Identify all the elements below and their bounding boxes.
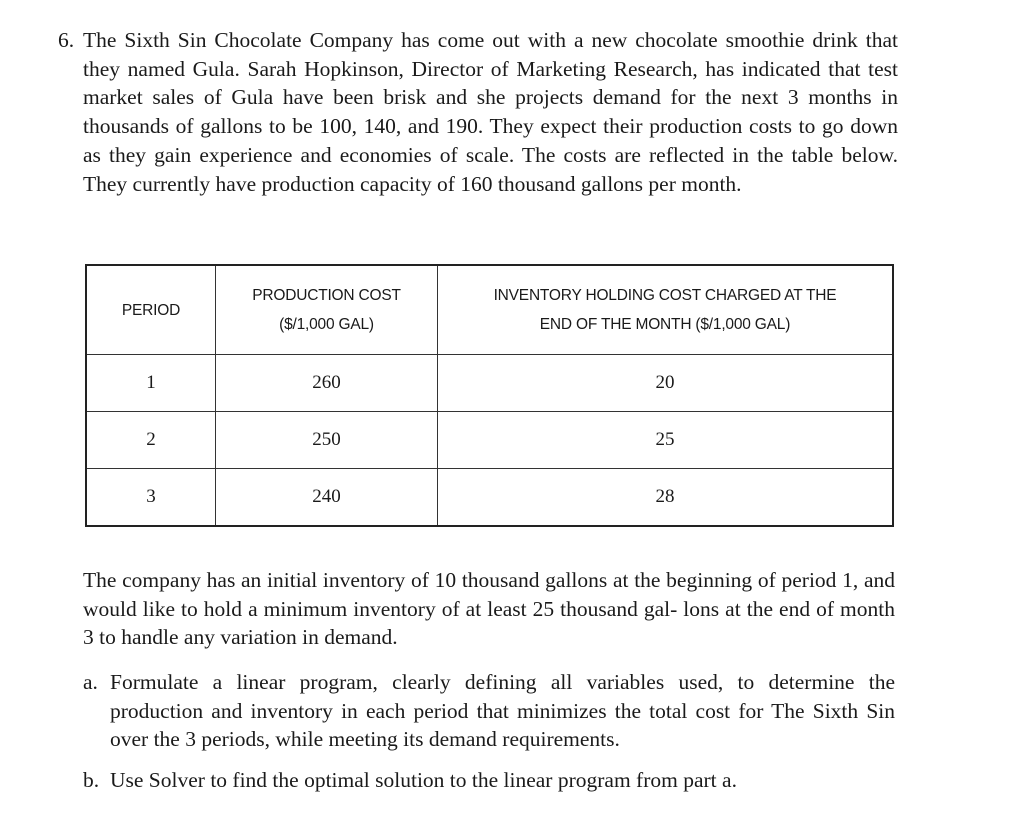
cell-period: 2 — [86, 412, 216, 469]
header-production-cost — [216, 265, 438, 355]
table-row — [86, 412, 893, 469]
problem-statement — [58, 26, 898, 198]
cell-period: 3 — [86, 469, 216, 527]
part-a-text: Formulate a linear program, clearly defining all variables used, to determine the production and inventory in each period that minimizes the total cost for The Sixth Sin over the 3 periods, while meeting its demand requirements. — [110, 670, 895, 752]
cell-holding-cost: 25 — [438, 412, 894, 469]
part-b-text: Use Solver to find the optimal solution to the linear program from part a. — [110, 768, 737, 792]
inventory-paragraph: The company has an initial inventory of 10 thousand gallons at the beginning of period 1, and would like to hold a minimum inventory of at least 25 thousand gal- lons at the end of month 3 to handle any variation in demand. — [83, 568, 895, 650]
cell-production-cost: 240 — [216, 469, 438, 527]
cell-holding-cost: 28 — [438, 469, 894, 527]
cost-table — [85, 264, 894, 527]
part-a-label: a. — [83, 670, 98, 694]
part-b-label: b. — [83, 768, 100, 792]
header-holding-line2: END OF THE MONTH ($/1,000 GAL) — [539, 316, 791, 333]
part-a — [83, 668, 895, 754]
header-period — [86, 265, 216, 355]
header-holding-line1: INVENTORY HOLDING COST CHARGED AT THE — [493, 287, 837, 304]
table-row — [86, 355, 893, 412]
header-production-line2: ($/1,000 GAL) — [279, 316, 374, 333]
part-b — [83, 766, 895, 795]
table-header-row — [86, 265, 893, 355]
header-holding-cost — [438, 265, 894, 355]
header-production-line1: PRODUCTION COST — [252, 287, 401, 304]
table-row — [86, 469, 893, 527]
cell-holding-cost: 20 — [438, 355, 894, 412]
problem-intro: The Sixth Sin Chocolate Company has come out with a new chocolate smoothie drink that they named Gula. Sarah Hopkinson, Director of Marketing Research, has indicated that test market sales of Gula have been brisk and she projects demand for the next 3 months in thousands of gallons to be 100, 140, and 190. They expect their production costs to go down as they gain experience and economies of scale. The costs are reflected in the table below. They currently have production capacity of 160 thousand gallons per month. — [83, 28, 898, 196]
cell-production-cost: 250 — [216, 412, 438, 469]
cell-period: 1 — [86, 355, 216, 412]
problem-number: 6. — [58, 28, 75, 52]
header-period-label: PERIOD — [121, 301, 181, 319]
cell-production-cost: 260 — [216, 355, 438, 412]
